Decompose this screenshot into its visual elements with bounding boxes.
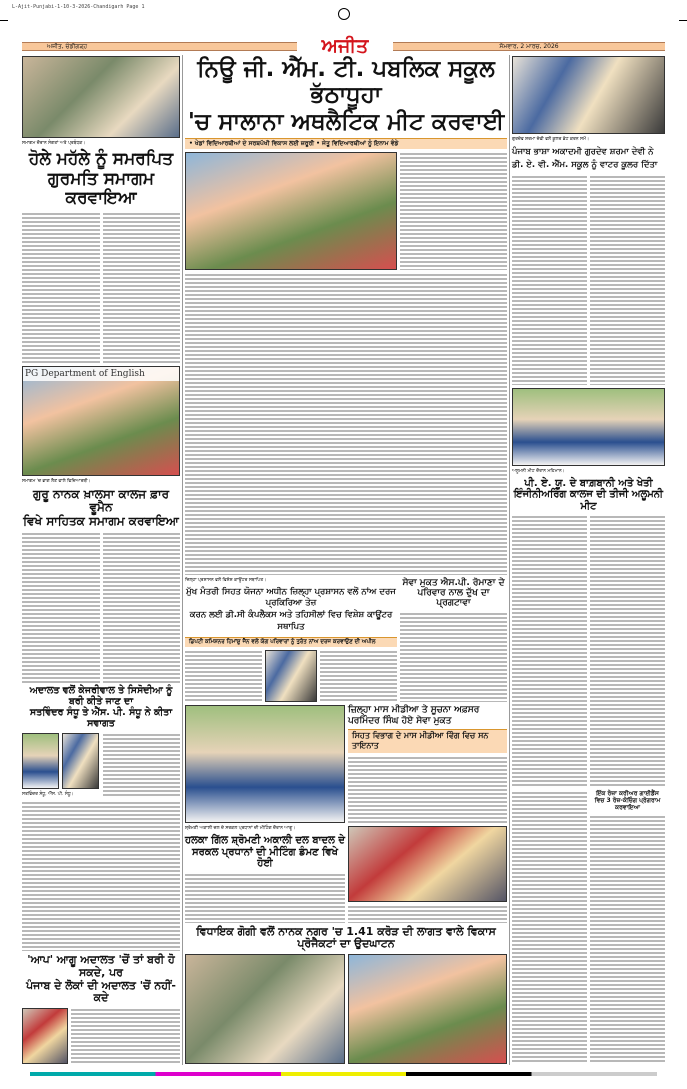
color-registration-bar <box>30 1072 657 1076</box>
photo-cooler <box>512 56 665 134</box>
headline-media: ਜ਼ਿਲ੍ਹਾ ਮਾਸ ਮੀਡੀਆ ਤੇ ਸੂਚਨਾ ਅਫ਼ਸਰ ਪਰਮਿੰਦਰ ਸਿੰਘ ਹੋਏ ਸੇਵਾ ਮੁਕਤ <box>348 705 480 726</box>
body-row <box>512 175 665 385</box>
body-text <box>590 515 665 788</box>
column-rule <box>509 55 510 1065</box>
headline-aap: 'ਆਪ' ਆਗੂ ਅਦਾਲਤ 'ਚੋਂ ਤਾਂ ਬਰੀ ਹੋ ਸਕਦੇ, ਪਰ ਪੰਜਾਬ ਦੇ ਲੋਕਾਂ ਦੀ ਅਦਾਲਤ 'ਚੋਂ ਨਹੀਂ-ਕਦੇ <box>26 953 176 1005</box>
date-label: ਸੋਮਵਾਰ, 2 ਮਾਰਚ, 2026 <box>499 43 559 50</box>
lead-strip: • ਖੇਡਾਂ ਵਿਦਿਆਰਥੀਆਂ ਦੇ ਸਰਬਪੱਖੀ ਵਿਕਾਸ ਲਈ ਜ਼ਰੂਰੀ • ਜੇਤੂ ਵਿਦਿਆਰਥੀਆਂ ਨੂੰ ਇਨਾਮ ਵੰਡੇ <box>185 138 507 149</box>
headline-pg: ਗੁਰੂ ਨਾਨਕ ਖ਼ਾਲਸਾ ਕਾਲਜ ਫ਼ਾਰ ਵੂਮੈਨ ਵਿਖੇ ਸਾਹਿਤਕ ਸਮਾਗਮ ਕਰਵਾਇਆ <box>23 486 179 529</box>
photo-portrait <box>22 733 59 789</box>
photo-pg-english <box>22 366 180 476</box>
caption-bhasha: ਗੁਰਦੇਵ ਸ਼ਰਮਾ ਦੇਵੀ ਵਲੋਂ ਕੂਲਰ ਭੇਟ ਕਰਨ ਸਮੇਂ। <box>512 137 589 142</box>
lead-photo-row <box>185 152 507 270</box>
body-row <box>22 532 180 683</box>
gill-row <box>185 826 507 923</box>
cm-body-row <box>185 650 397 702</box>
body-text <box>103 212 181 363</box>
crop-mark <box>679 20 687 21</box>
headline-sp: ਸੇਵਾ ਮੁਕਤ ਐਸ.ਪੀ. ਰੋਮਾਣਾ ਦੇ ਪਰਿਵਾਰ ਨਾਲ ਦੁੱਖ ਦਾ ਪ੍ਰਗਟਾਵਾ <box>402 577 505 609</box>
media-article <box>348 705 507 823</box>
body-row <box>512 515 665 788</box>
caption-gill: ਸ਼੍ਰੋਮਣੀ ਅਕਾਲੀ ਦਲ ਦੇ ਸਰਕਲ ਪ੍ਰਧਾਨਾਂ ਦੀ ਮੀਟਿੰਗ ਦੌਰਾਨ ਆਗੂ। <box>185 826 296 832</box>
body-text <box>590 815 665 1064</box>
body-text <box>71 1008 180 1064</box>
media-strip: ਸਿਹਤ ਵਿਭਾਗ ਦੇ ਮਾਸ ਮੀਡੀਆ ਵਿੰਗ ਵਿਚ ਸਨ ਤਾਇਨਾਤ <box>348 729 507 753</box>
camp-row <box>512 791 665 1064</box>
headline-cm: ਮੁੱਖ ਮੰਤਰੀ ਸਿਹਤ ਯੋਜਨਾ ਅਧੀਨ ਜ਼ਿਲ੍ਹਾ ਪ੍ਰਸ਼ਾਸਨ ਵਲੋਂ ਨਾਂਅ ਦਰਜ ਪ੍ਰਕਿਰਿਆ ਤੇਜ਼ ਕਰਨ ਲਈ ਡੀ.ਸੀ ਕੰਪਲੈਕਸ ਅਤੇ ਤਹਿਸੀਲਾਂ ਵਿਚ ਵਿਸ਼ੇਸ਼ ਕਾਊਂਟਰ ਸਥਾਪਿਤ <box>186 586 396 633</box>
photo-inauguration-2 <box>348 954 507 1064</box>
headline-lead: ਨਿਊ ਜੀ. ਐੱਮ. ਟੀ. ਪਬਲਿਕ ਸਕੂਲ ਭੱਠਾਧੂਹਾ 'ਚ ਸਾਲਾਨਾ ਅਥਲੈਟਿਕ ਮੀਟ ਕਰਵਾਈ <box>187 56 505 135</box>
camp-article <box>590 791 665 1064</box>
body-text <box>103 733 180 798</box>
photo-group <box>185 705 345 823</box>
court-photos <box>22 733 100 798</box>
edition-label: ਅਜੀਤ, ਚੰਡੀਗੜ੍ਹ <box>47 43 88 50</box>
body-text <box>512 791 587 1064</box>
photo-portrait-dc <box>265 650 317 702</box>
photo-holla <box>22 56 180 138</box>
body-text <box>512 515 587 788</box>
headline-camp: ਇੱਕ ਰੋਜ਼ਾ ਕਰੀਅਰ ਗਾਈਡੈਂਸ ਵਿਚ 3 ਰੋਜ਼-ਕੋਚਿੰਗ ਪ੍ਰੋਗਰਾਮ ਕਰਵਾਇਆ <box>594 790 661 811</box>
court-row <box>22 733 180 798</box>
headline-grewal: ਵਿਧਾਇਕ ਗੋਗੀ ਵਲੋਂ ਨਾਨਕ ਨਗਰ 'ਚ 1.41 ਕਰੋੜ ਦੀ ਲਾਗਤ ਵਾਲੇ ਵਿਕਾਸ ਪ੍ਰੋਜੈਕਟਾਂ ਦਾ ਉਦਘਾਟਨ <box>196 924 496 951</box>
retirement-photo-block <box>348 826 507 923</box>
headline-pau: ਪੀ. ਏ. ਯੂ. ਦੇ ਬਾਗ਼ਬਾਨੀ ਅਤੇ ਖੇਤੀ ਇੰਜੀਨੀਅਰਿੰਗ ਕਾਲਜ ਦੀ ਤੀਜੀ ਅਲੂਮਨੀ ਮੀਟ <box>513 477 664 512</box>
center-column <box>185 56 507 1064</box>
crop-mark <box>0 20 8 21</box>
aap-row <box>22 1008 180 1064</box>
column-rule <box>182 55 183 1065</box>
body-text <box>348 756 507 824</box>
headline-gill: ਹਲਕਾ ਗਿੱਲ ਸ਼੍ਰੋਮਣੀ ਅਕਾਲੀ ਦਲ ਬਾਦਲ ਦੇ ਸਰਕਲ ਪ੍ਰਧਾਨਾਂ ਦੀ ਮੀਟਿੰਗ ਡੰਮਣ ਵਿਖੇ ਹੋਈ <box>185 835 345 870</box>
photo-athletic-meet <box>185 152 397 270</box>
caption-pg: ਸਮਾਗਮ 'ਚ ਭਾਗ ਲੈਣ ਵਾਲੇ ਵਿਦਿਆਰਥੀ। <box>22 478 91 484</box>
caption-court: ਸਤਵਿੰਦਰ ਸੰਧੂ, ਐੱਸ. ਪੀ. ਸੰਧੂ। <box>22 791 74 797</box>
headline-holla: ਹੋਲੇ ਮਹੱਲੇ ਨੂੰ ਸਮਰਪਿਤ ਗੁਰਮਤਿ ਸਮਾਗਮ ਕਰਵਾਇਆ <box>28 149 174 209</box>
cm-article <box>185 578 397 703</box>
body-text <box>103 532 181 683</box>
body-row <box>22 212 180 363</box>
body-text <box>348 905 507 923</box>
body-text <box>22 532 100 683</box>
photo-retirement <box>348 826 507 902</box>
header-band-left <box>22 42 297 51</box>
body-text <box>22 212 100 363</box>
masthead-logo: ਅਜੀਤ <box>321 35 369 57</box>
cm-row <box>185 578 507 703</box>
photo-alumni <box>512 388 665 466</box>
print-slug: L-Ajit-Punjabi-1-10-3-2026-Chandigarh Page 1 <box>12 4 145 10</box>
caption-holla: ਸਮਾਗਮ ਦੌਰਾਨ ਸੰਗਤਾਂ ਅਤੇ ਪ੍ਰਬੰਧਕ। <box>22 141 86 146</box>
sp-article <box>400 578 507 703</box>
headline-court: ਅਦਾਲਤ ਵਲੋਂ ਕੇਜਰੀਵਾਲ ਤੇ ਸਿਸੋਦੀਆ ਨੂੰ ਬਰੀ ਕੀਤੇ ਜਾਣ ਦਾ ਸਤਵਿੰਦਰ ਸੰਧੂ ਤੇ ਐੱਸ. ਪੀ. ਸੰਧੂ ਨੇ ਕੀਤਾ ਸਵਾਗਤ <box>29 684 173 729</box>
header-band-right <box>393 42 665 51</box>
body-text <box>185 273 507 574</box>
photo-portrait <box>22 1008 68 1064</box>
body-text <box>185 650 262 702</box>
photo-inauguration <box>185 954 345 1064</box>
body-text <box>512 175 587 385</box>
caption-pau: ਅਲੂਮਨੀ ਮੀਟ ਦੌਰਾਨ ਮਹਿਮਾਨ। <box>512 468 565 474</box>
left-column <box>22 56 180 1064</box>
headline-bhasha: ਪੰਜਾਬ ਭਾਸ਼ਾ ਅਕਾਦਮੀ ਗੁਰਦੇਵ ਸ਼ਰਮਾ ਦੇਵੀ ਨੇ ਡੀ. ਏ. ਵੀ. ਐੱਮ. ਸਕੂਲ ਨੂੰ ਵਾਟਰ ਕੂਲਰ ਦਿੱਤਾ <box>512 147 658 170</box>
media-row <box>185 705 507 823</box>
right-column <box>512 56 665 1064</box>
banner-text: PG Department of English <box>23 367 179 381</box>
caption-cm: ਜ਼ਿਲ੍ਹਾ ਪ੍ਰਸ਼ਾਸਨ ਵਲੋਂ ਵਿਸ਼ੇਸ਼ ਕਾਊਂਟਰ ਸਥਾਪਿਤ। <box>185 577 267 583</box>
body-text <box>400 612 507 703</box>
body-text <box>320 650 397 702</box>
body-text <box>22 801 180 952</box>
grewal-photo-row <box>185 954 507 1064</box>
gill-article <box>185 826 345 923</box>
body-text <box>590 175 665 385</box>
cm-strip: ਡਿਪਟੀ ਕਮਿਸ਼ਨਰ ਹਿਮਾਂਸ਼ੂ ਜੈਨ ਵਲੋਂ ਯੋਗ ਪਰਿਵਾਰਾਂ ਨੂੰ ਤੁਰੰਤ ਨਾਂਅ ਦਰਜ ਕਰਵਾਉਣ ਦੀ ਅਪੀਲ <box>185 637 397 647</box>
photo-portrait <box>62 733 99 789</box>
body-text <box>185 873 345 923</box>
portrait-row <box>22 733 100 789</box>
registration-mark <box>338 8 350 20</box>
body-text <box>400 152 507 270</box>
